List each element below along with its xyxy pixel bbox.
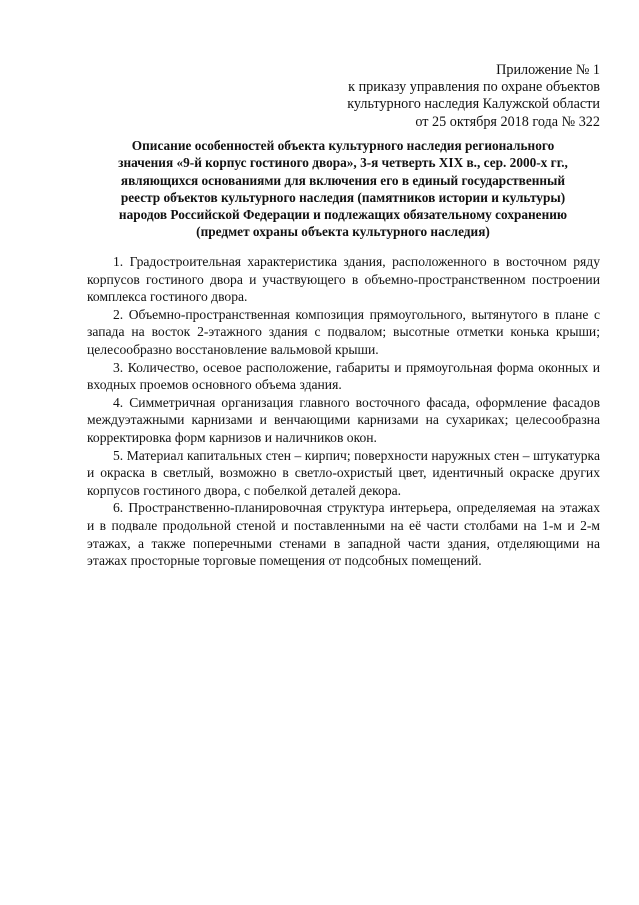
- appendix-header: [300, 62, 600, 131]
- document-title: [88, 137, 598, 241]
- list-item: 5. Материал капитальных стен – кирпич; поверхности наружных стен – штукатурка и окраска в светлый, возможно в светло-охристый цвет, идентичный окраске других корпусов гостиного двора, с побелкой деталей декора.: [87, 447, 600, 498]
- title-line: являющихся основаниями для включения его в единый государственный: [120, 172, 566, 188]
- appendix-date: от 25 октября 2018 года № 322: [415, 113, 600, 130]
- list-item: 6. Пространственно-планировочная структура интерьера, определяемая на этажах и в подвале продольной стеной и поставленными на её части столбами на 1-м и 2-м этажах, а также поперечными стенами в западной части здания, отделяющими на этажах просторные торговые помещения от подсобных помещений.: [87, 500, 600, 569]
- list-item: 4. Симметричная организация главного восточного фасада, оформление фасадов междуэтажными карнизами и венчающими карнизами на сухариках; целесообразна корректировка форм карнизов и наличников окон.: [87, 394, 600, 445]
- title-line: (предмет охраны объекта культурного наследия): [196, 224, 490, 240]
- title-line: Описание особенностей объекта культурного наследия регионального: [131, 138, 555, 153]
- title-line: реестр объектов культурного наследия (памятников истории и культуры): [120, 189, 566, 205]
- appendix-order-ref: к приказу управления по охране объектов: [348, 79, 600, 96]
- appendix-number: Приложение № 1: [496, 62, 600, 78]
- appendix-authority: культурного наследия Калужской области: [347, 96, 600, 113]
- document-body: [87, 253, 600, 570]
- list-item: 3. Количество, осевое расположение, габариты и прямоугольная форма оконных и входных проемов основного объема здания.: [87, 359, 600, 393]
- list-item: 2. Объемно-пространственная композиция прямоугольного, вытянутого в плане с запада на восток 2-этажного здания с подвалом; высотные отметки конька крыши; целесообразно восстановление вальмовой крыши.: [87, 306, 600, 357]
- title-line: народов Российской Федерации и подлежащих обязательному сохранению: [118, 207, 568, 223]
- list-item: 1. Градостроительная характеристика здания, расположенного в восточном ряду корпусов гостиного двора и участвующего в объемно-пространственном построении комплекса гостиного двора.: [87, 254, 600, 305]
- title-line: значения «9-й корпус гостиного двора», 3-я четверть XIX в., сер. 2000-х гг.,: [118, 155, 568, 171]
